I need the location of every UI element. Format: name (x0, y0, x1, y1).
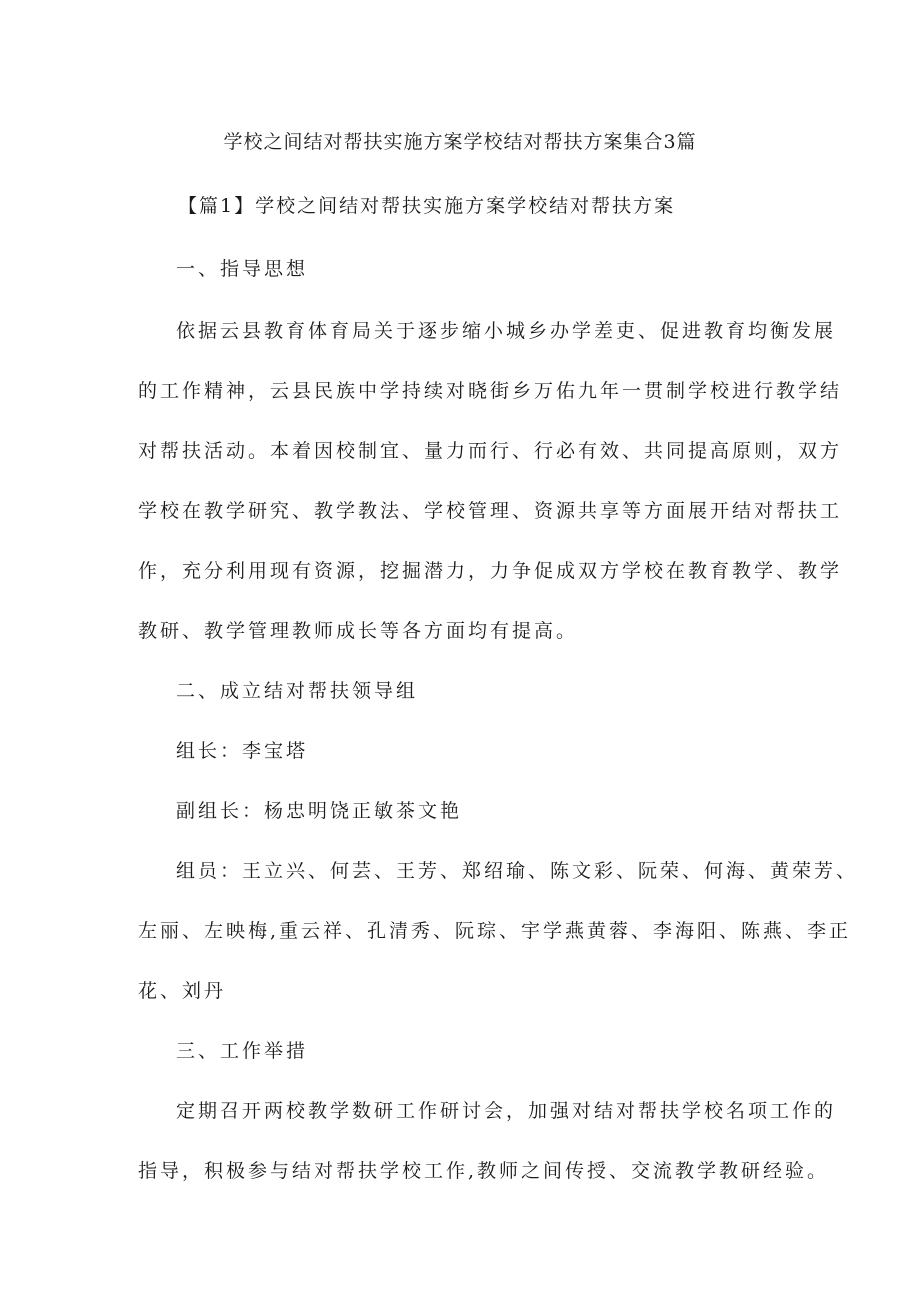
document-subtitle: 【篇1】学校之间结对帮扶实施方案学校结对帮扶方案 (178, 195, 676, 217)
members-line: 组员：王立兴、何芸、王芳、郑绍瑜、陈文彩、阮荣、何海、黄荣芳、 (176, 860, 859, 882)
document-title: 学校之间结对帮扶实施方案学校结对帮扶方案集合3篇 (223, 131, 697, 153)
leader-line: 组长：李宝塔 (176, 740, 309, 762)
members-line: 左丽、左映梅,重云祥、孔清秀、阮琮、宇学燕黄蓉、李海阳、陈燕、李正 (138, 920, 852, 942)
paragraph-line: 对帮扶活动。本着因校制宜、量力而行、行必有效、共同提高原则，双方 (138, 440, 843, 462)
section-heading-guiding-ideology: 一、指导思想 (176, 258, 309, 280)
paragraph-line: 指导，积极参与结对帮扶学校工作,教师之间传授、交流教学教研经验。 (138, 1160, 830, 1182)
section-heading-work-measures: 三、工作举措 (176, 1040, 309, 1062)
section-heading-leadership-group: 二、成立结对帮扶领导组 (176, 680, 419, 702)
members-line: 花、刘丹 (138, 980, 227, 1002)
paragraph-line: 定期召开两校教学数研工作研讨会，加强对结对帮扶学校名项工作的 (176, 1100, 837, 1122)
paragraph-line: 学校在教学研究、教学教法、学校管理、资源共享等方面展开结对帮扶工 (138, 500, 843, 522)
paragraph-line: 作，充分利用现有资源，挖掘潜力，力争促成双方学校在教育教学、教学 (138, 560, 843, 582)
paragraph-line: 的工作精神，云县民族中学持续对晓街乡万佑九年一贯制学校进行教学结 (138, 380, 843, 402)
paragraph-line: 依据云县教育体育局关于逐步缩小城乡办学差吏、促进教育均衡发展 (176, 320, 837, 342)
paragraph-line: 教研、教学管理教师成长等各方面均有提高。 (138, 620, 579, 642)
vice-leader-line: 副组长：杨忠明饶正敏茶文艳 (176, 800, 463, 822)
